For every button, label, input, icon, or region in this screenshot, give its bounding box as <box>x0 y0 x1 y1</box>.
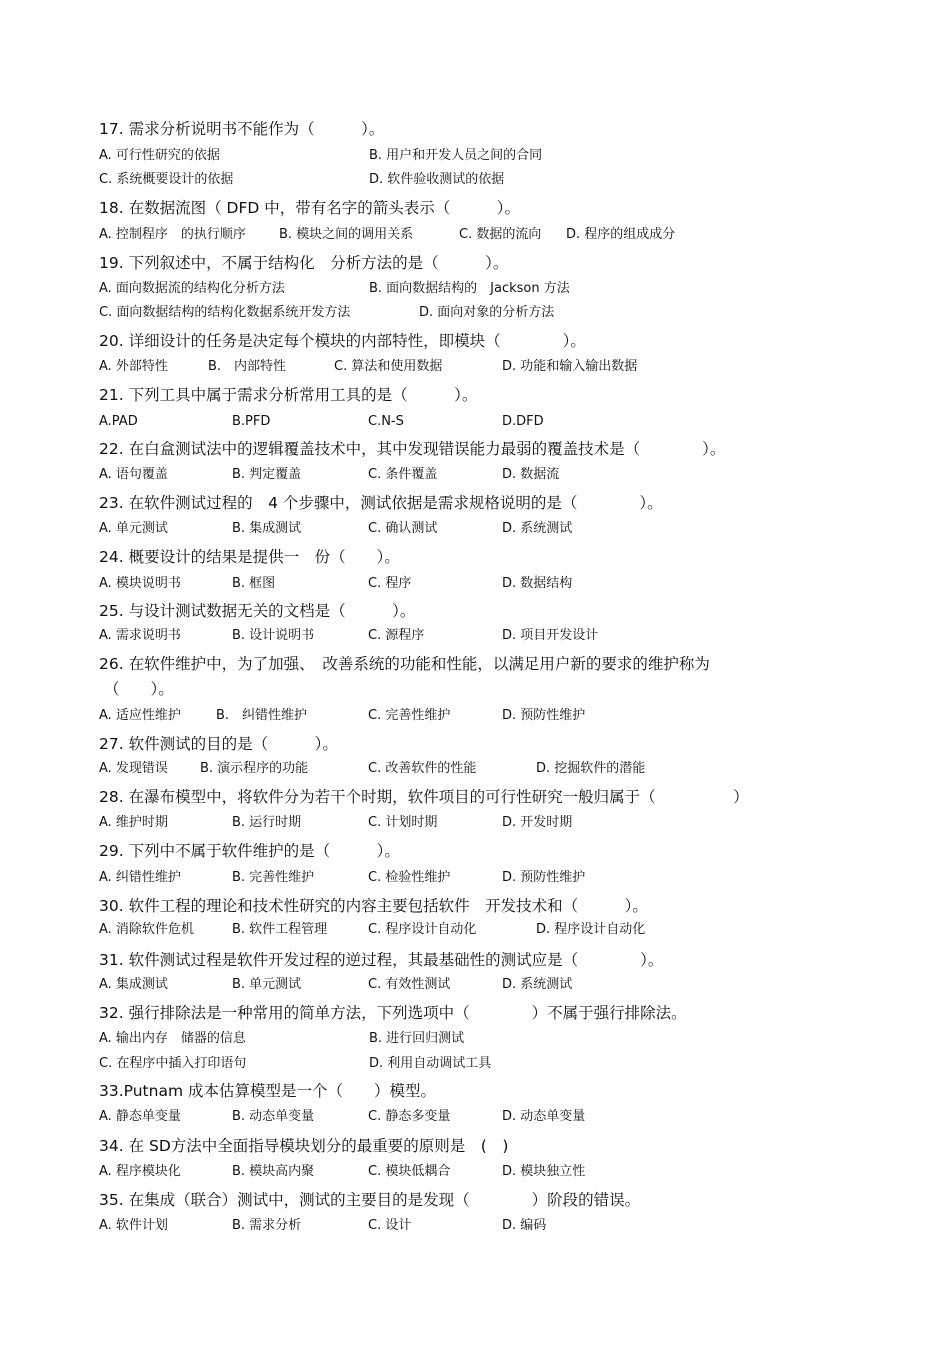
option-b: B.PFD <box>232 414 271 429</box>
option-c: C. 计划时期 <box>368 815 438 830</box>
option-d: D. 模块独立性 <box>502 1164 586 1179</box>
option-c: C. 在程序中插入打印语句 <box>99 1056 247 1071</box>
option-a: A. 消除软件危机 <box>99 922 194 937</box>
question-35-stem: 35. 在集成（联合）测试中，测试的主要目的是发现（ ）阶段的错误。 <box>99 1191 641 1209</box>
question-17-stem: 17. 需求分析说明书不能作为（ ）。 <box>99 120 385 138</box>
option-d: D. 动态单变量 <box>502 1109 586 1124</box>
option-a: A. 软件计划 <box>99 1218 168 1233</box>
option-b: B. 进行回归测试 <box>369 1031 465 1046</box>
option-c: C. 改善软件的性能 <box>368 761 477 776</box>
option-b: B. 需求分析 <box>232 1218 302 1233</box>
option-b: B. 完善性维护 <box>232 870 315 885</box>
option-c: C. 系统概要设计的依据 <box>99 172 234 187</box>
option-b: B. 动态单变量 <box>232 1109 315 1124</box>
option-c: C. 检验性维护 <box>368 870 451 885</box>
option-c: C. 确认测试 <box>368 521 438 536</box>
option-c: C. 面向数据结构的结构化数据系统开发方法 <box>99 305 351 320</box>
option-b: B. 集成测试 <box>232 521 302 536</box>
option-c: C. 有效性测试 <box>368 977 451 992</box>
question-27-stem: 27. 软件测试的目的是（ ）。 <box>99 735 338 753</box>
option-d: D. 数据结构 <box>502 576 573 591</box>
option-b: B. 用户和开发人员之间的合同 <box>369 148 543 163</box>
option-c: C. 算法和使用数据 <box>334 359 443 374</box>
option-a: A. 静态单变量 <box>99 1109 181 1124</box>
option-c: C. 源程序 <box>368 628 425 643</box>
option-a: A. 语句覆盖 <box>99 467 168 482</box>
option-c: C. 条件覆盖 <box>368 467 438 482</box>
option-a: A. 控制程序 的执行顺序 <box>99 227 246 242</box>
question-21-stem: 21. 下列工具中属于需求分析常用工具的是（ ）。 <box>99 386 478 404</box>
question-30-stem: 30. 软件工程的理论和技术性研究的内容主要包括软件 开发技术和（ ）。 <box>99 897 648 915</box>
option-b: B. 面向数据结构的 Jackson 方法 <box>369 281 570 296</box>
option-b: B. 纠错性维护 <box>216 708 308 723</box>
option-c: C. 模块低耦合 <box>368 1164 451 1179</box>
option-a: A. 可行性研究的依据 <box>99 148 220 163</box>
question-32-stem: 32. 强行排除法是一种常用的简单方法，下列选项中（ ）不属于强行排除法。 <box>99 1004 687 1022</box>
option-d: D. 功能和输入输出数据 <box>502 359 638 374</box>
option-c: C. 完善性维护 <box>368 708 451 723</box>
option-b: B. 内部特性 <box>208 359 287 374</box>
question-20-stem: 20. 详细设计的任务是决定每个模块的内部特性，即模块（ ）。 <box>99 332 586 350</box>
option-b: B. 框图 <box>232 576 276 591</box>
option-c: C. 程序 <box>368 576 412 591</box>
option-a: A. 外部特性 <box>99 359 168 374</box>
option-a: A. 集成测试 <box>99 977 168 992</box>
option-d: D. 预防性维护 <box>502 870 586 885</box>
option-b: B. 单元测试 <box>232 977 302 992</box>
option-a: A.PAD <box>99 414 138 429</box>
option-d: D. 预防性维护 <box>502 708 586 723</box>
option-d: D. 系统测试 <box>502 977 573 992</box>
question-26-stem: 26. 在软件维护中，为了加强、 改善系统的功能和性能，以满足用户新的要求的维护称为 <box>99 655 710 673</box>
option-d: D. 开发时期 <box>502 815 573 830</box>
option-a: A. 维护时期 <box>99 815 168 830</box>
option-a: A. 需求说明书 <box>99 628 181 643</box>
option-d: D. 项目开发设计 <box>502 628 599 643</box>
option-d: D. 软件验收测试的依据 <box>369 172 505 187</box>
option-c: C.N-S <box>368 414 404 429</box>
option-a: A. 面向数据流的结构化分析方法 <box>99 281 285 296</box>
option-a: A. 发现错误 <box>99 761 168 776</box>
question-18-stem: 18. 在数据流图（ DFD 中，带有名字的箭头表示（ ）。 <box>99 199 520 217</box>
option-b: B. 设计说明书 <box>232 628 315 643</box>
question-24-stem: 24. 概要设计的结果是提供一 份（ ）。 <box>99 548 400 566</box>
option-d: D. 编码 <box>502 1218 547 1233</box>
option-a: A. 输出内存 储器的信息 <box>99 1031 246 1046</box>
option-d: D. 挖掘软件的潜能 <box>536 761 646 776</box>
option-a: A. 模块说明书 <box>99 576 181 591</box>
option-c: C. 程序设计自动化 <box>368 922 477 937</box>
question-23-stem: 23. 在软件测试过程的 4 个步骤中，测试依据是需求规格说明的是（ ）。 <box>99 494 663 512</box>
question-22-stem: 22. 在白盒测试法中的逻辑覆盖技术中，其中发现错误能力最弱的覆盖技术是（ ）。 <box>99 440 726 458</box>
option-b: B. 软件工程管理 <box>232 922 328 937</box>
option-d: D. 程序的组成成分 <box>566 227 676 242</box>
option-a: A. 程序模块化 <box>99 1164 181 1179</box>
option-b: B. 判定覆盖 <box>232 467 302 482</box>
option-a: A. 纠错性维护 <box>99 870 181 885</box>
option-b: B. 运行时期 <box>232 815 302 830</box>
option-d: D. 程序设计自动化 <box>536 922 646 937</box>
question-26-stem-line-2: （ ）。 <box>104 680 174 698</box>
option-d: D. 数据流 <box>502 467 560 482</box>
option-d: D. 面向对象的分析方法 <box>419 305 555 320</box>
option-c: C. 设计 <box>368 1218 412 1233</box>
question-28-stem: 28. 在瀑布模型中，将软件分为若干个时期，软件项目的可行性研究一般归属于（ ） <box>99 788 749 806</box>
question-33-stem: 33.Putnam 成本估算模型是一个（ ）模型。 <box>99 1082 436 1100</box>
question-31-stem: 31. 软件测试过程是软件开发过程的逆过程，其最基础性的测试应是（ ）。 <box>99 951 664 969</box>
option-b: B. 模块高内聚 <box>232 1164 315 1179</box>
option-a: A. 单元测试 <box>99 521 168 536</box>
option-d: D.DFD <box>502 414 544 429</box>
question-29-stem: 29. 下列中不属于软件维护的是（ ）。 <box>99 842 400 860</box>
option-c: C. 数据的流向 <box>459 227 542 242</box>
question-34-stem: 34. 在 SD方法中全面指导模块划分的最重要的原则是 ( ) <box>99 1137 509 1155</box>
option-b: B. 演示程序的功能 <box>200 761 309 776</box>
question-25-stem: 25. 与设计测试数据无关的文档是（ ）。 <box>99 602 416 620</box>
option-b: B. 模块之间的调用关系 <box>279 227 414 242</box>
option-d: D. 利用自动调试工具 <box>369 1056 492 1071</box>
option-a: A. 适应性维护 <box>99 708 181 723</box>
option-d: D. 系统测试 <box>502 521 573 536</box>
question-19-stem: 19. 下列叙述中，不属于结构化 分析方法的是（ ）。 <box>99 254 509 272</box>
option-c: C. 静态多变量 <box>368 1109 451 1124</box>
